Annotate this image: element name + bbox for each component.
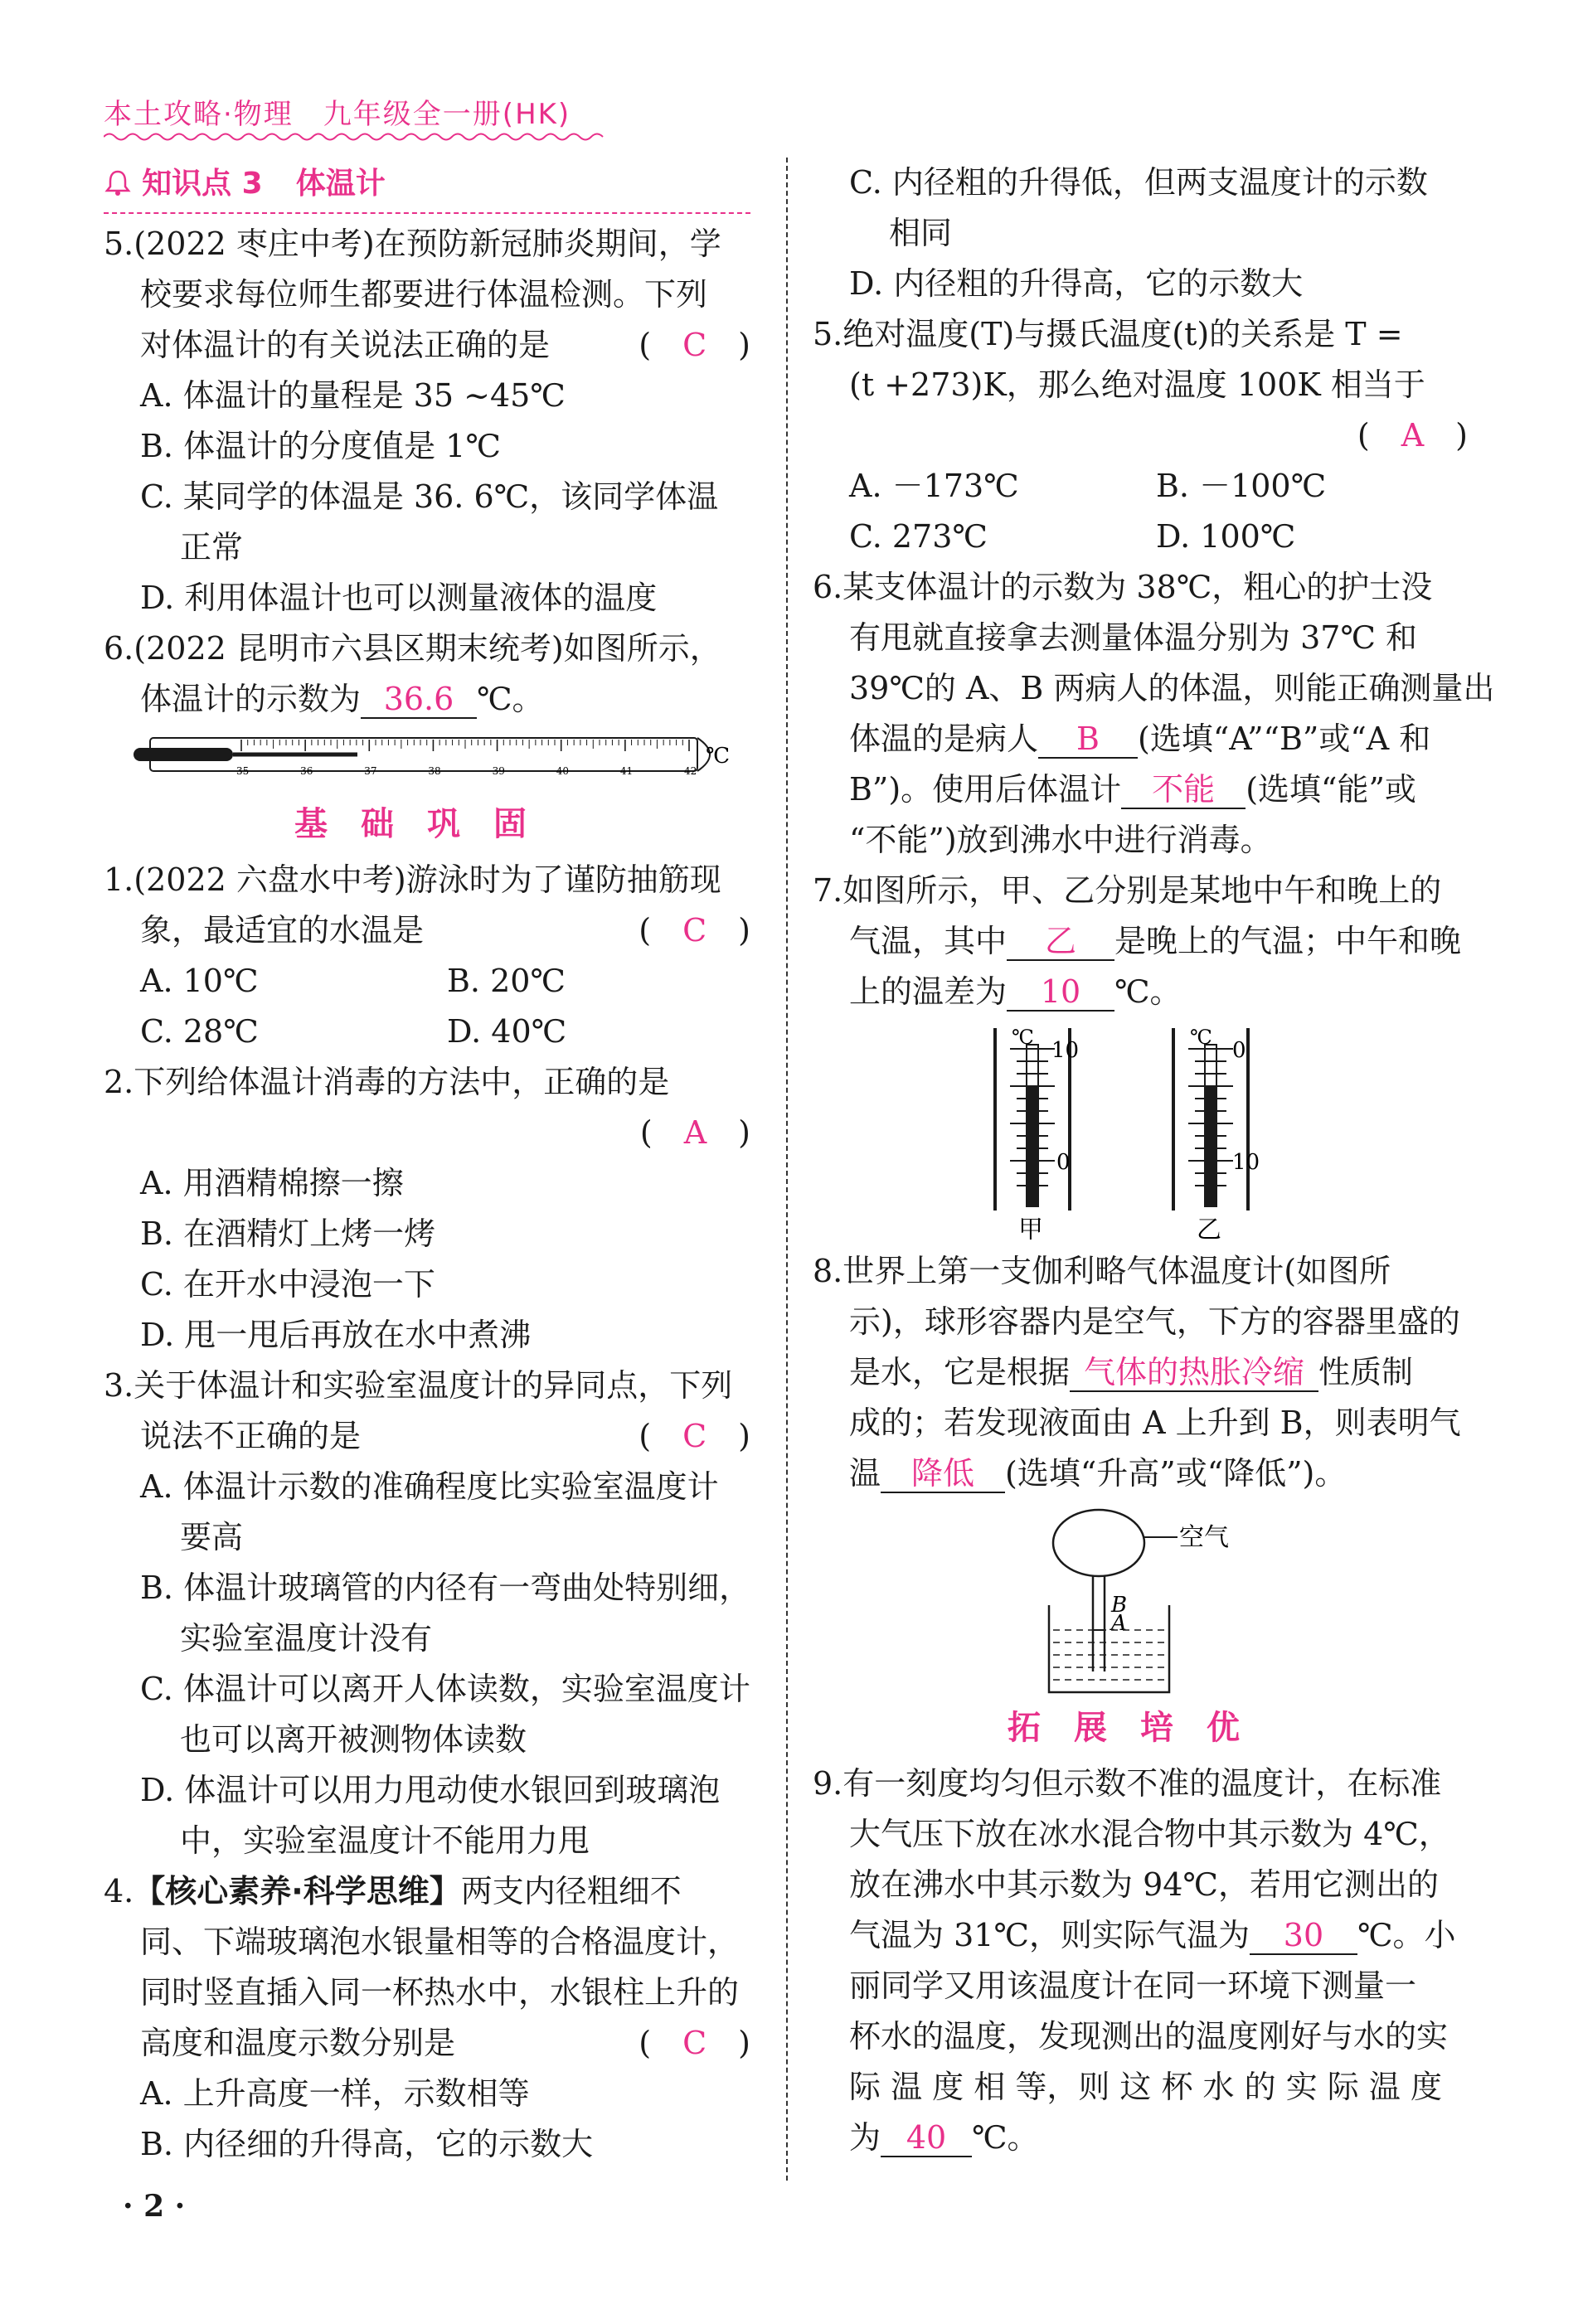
question-basic-3 xyxy=(104,1361,750,1866)
option: A. 体温计示数的准确程度比实验室温度计 xyxy=(140,1468,719,1505)
question-text: 有甩就直接拿去测量体温分别为 37℃ 和 xyxy=(849,619,1418,656)
question-number: 9. xyxy=(813,1765,843,1802)
question-basic-5 xyxy=(813,309,1468,562)
page-number: · 2 · xyxy=(123,2189,186,2224)
question-text: 象，最适宜的水温是 xyxy=(140,912,425,949)
question-text: ℃。 xyxy=(972,2119,1039,2156)
question-number: 3. xyxy=(104,1367,134,1404)
scale-label: 35 xyxy=(236,765,250,777)
question-text: 为 xyxy=(849,2119,881,2156)
question-number: 8. xyxy=(813,1253,843,1289)
question-text: 体温的是病人 xyxy=(849,720,1039,757)
question-text: ℃。 xyxy=(1114,973,1182,1010)
scale-label: 0 xyxy=(1232,1038,1246,1063)
question-text: 说法不正确的是 xyxy=(140,1418,362,1454)
question-extend-9 xyxy=(813,1759,1468,2163)
answer-bracket: ( C ) xyxy=(639,1418,750,1454)
question-text: (选填“A”“B”或“A 和 xyxy=(1138,720,1431,757)
option: D. 100℃ xyxy=(1156,518,1296,555)
question-text: (2022 六盘水中考)游泳时为了谨防抽筋现 xyxy=(134,861,721,898)
question-text: 是水，它是根据 xyxy=(849,1354,1071,1390)
answer-bracket: ( A ) xyxy=(639,1114,750,1151)
column-divider xyxy=(786,158,788,2181)
question-text: (选填“能”或 xyxy=(1246,771,1416,808)
section-extend-heading xyxy=(813,1703,1468,1754)
question-text: 对体温计的有关说法正确的是 xyxy=(140,327,551,363)
thermometer-unit: ℃ xyxy=(1190,1026,1212,1049)
literacy-tag: 【核心素养·科学思维】 xyxy=(134,1873,461,1909)
question-text: 气温为 31℃，则实际气温为 xyxy=(849,1917,1250,1953)
question-number: 6. xyxy=(813,569,843,605)
answer-bracket: ( C ) xyxy=(639,2025,750,2061)
question-text: 校要求每位师生都要进行体温检测。下列 xyxy=(140,276,708,313)
option: A. 上升高度一样，示数相等 xyxy=(140,2075,530,2112)
question-text: 性质制 xyxy=(1318,1354,1414,1390)
question-basic-7 xyxy=(813,866,1468,1240)
galileo-thermometer-figure xyxy=(813,1506,1468,1696)
option: A. 体温计的量程是 35 ~45℃ xyxy=(140,377,566,414)
knowledge-point-title: 体温计 xyxy=(295,167,386,201)
galileo-thermometer xyxy=(1045,1506,1260,1696)
left-column xyxy=(104,158,750,2170)
clinical-thermometer-figure xyxy=(104,731,750,793)
scale-label: 38 xyxy=(428,765,441,777)
option: A. 用酒精棉擦一擦 xyxy=(140,1165,404,1201)
question-text: 如图所示，甲、乙分别是某地中午和晚上的 xyxy=(842,872,1442,909)
question-text: 大气压下放在冰水混合物中其示数为 4℃， xyxy=(849,1816,1450,1852)
thermometer-unit: ℃ xyxy=(706,744,731,769)
scale-label: 36 xyxy=(300,765,313,777)
section-title: 拓展培优 xyxy=(1008,1709,1273,1747)
question-basic-1 xyxy=(104,855,750,1057)
option-continued: 正常 xyxy=(180,529,244,565)
question-basic-4 xyxy=(104,1866,750,2170)
answer-blank: 40 xyxy=(881,2119,972,2157)
option: C. 在开水中浸泡一下 xyxy=(140,1266,435,1303)
question-text: B”)。使用后体温计 xyxy=(849,771,1122,808)
scale-label: 0 xyxy=(1056,1150,1071,1175)
answer-bracket: ( C ) xyxy=(639,327,750,363)
thermometer-unit: ℃ xyxy=(1012,1026,1034,1049)
option: D. 甩一甩后再放在水中煮沸 xyxy=(140,1317,532,1353)
question-text: 39℃的 A、B 两病人的体温，则能正确测量出 xyxy=(849,670,1495,706)
clinical-thermometer xyxy=(134,731,739,778)
header-wave-decoration xyxy=(104,131,605,143)
question-kp-6 xyxy=(104,623,750,793)
question-text: (2022 昆明市六县区期末统考)如图所示， xyxy=(134,630,721,667)
question-text: 有一刻度均匀但示数不准的温度计，在标准 xyxy=(842,1765,1442,1802)
answer-blank: 不能 xyxy=(1121,771,1246,809)
option: B. 20℃ xyxy=(447,963,566,999)
option: B. 体温计的分度值是 1℃ xyxy=(140,428,501,464)
question-text: 下列给体温计消毒的方法中，正确的是 xyxy=(134,1064,670,1100)
answer-bracket: ( A ) xyxy=(1357,417,1468,454)
option-continued: 要高 xyxy=(180,1519,244,1555)
question-text: 温 xyxy=(849,1455,881,1492)
question-text: 气温，其中 xyxy=(849,923,1008,959)
answer-blank: 30 xyxy=(1250,1917,1357,1955)
question-text: 关于体温计和实验室温度计的异同点，下列 xyxy=(134,1367,733,1404)
question-text: 绝对温度(T)与摄氏温度(t)的关系是 T = xyxy=(842,316,1403,352)
label-air: 空气 xyxy=(1179,1523,1229,1552)
answer-choice: C xyxy=(682,912,707,949)
scale-label: 10 xyxy=(1051,1038,1080,1063)
label-a: A xyxy=(1111,1611,1127,1636)
option: B. 在酒精灯上烤一烤 xyxy=(140,1215,436,1252)
question-text: 同、下端玻璃泡水银量相等的合格温度计， xyxy=(140,1924,740,1960)
question-text: 是晚上的气温；中午和晚 xyxy=(1114,923,1462,959)
option-continued: 相同 xyxy=(889,215,953,251)
question-text: ℃。小 xyxy=(1357,1917,1456,1953)
answer-choice: C xyxy=(682,1418,707,1454)
question-basic-6 xyxy=(813,562,1495,866)
question-text: (选填“升高”或“降低”)。 xyxy=(1005,1455,1347,1492)
knowledge-point-marker: 知识点 3 xyxy=(142,167,263,201)
option-continued: 实验室温度计没有 xyxy=(180,1620,433,1657)
question-number: 4. xyxy=(104,1873,134,1909)
scale-label: 37 xyxy=(364,765,377,777)
figure-caption-yi: 乙 xyxy=(1197,1215,1221,1240)
option: A. 10℃ xyxy=(140,963,259,999)
question-kp-5 xyxy=(104,219,750,623)
question-text: (t +273)K，那么绝对温度 100K 相当于 xyxy=(849,366,1425,403)
question-text: 高度和温度示数分别是 xyxy=(140,2025,456,2061)
question-text: 成的；若发现液面由 A 上升到 B，则表明气 xyxy=(849,1405,1461,1441)
option: A. －173℃ xyxy=(849,468,1019,504)
answer-bracket: ( C ) xyxy=(639,912,750,949)
option: B. 内径细的升得高，它的示数大 xyxy=(140,2126,594,2162)
question-number: 1. xyxy=(104,861,134,898)
option-continued: 也可以离开被测物体读数 xyxy=(180,1721,527,1758)
answer-choice: A xyxy=(1401,417,1425,454)
scale-label: 10 xyxy=(1232,1150,1260,1175)
question-basic-8 xyxy=(813,1246,1468,1696)
option: B. 体温计玻璃管的内径有一弯曲处特别细， xyxy=(140,1570,751,1606)
question-text: 丽同学又用该温度计在同一环境下测量一 xyxy=(849,1967,1417,2004)
scale-label: 40 xyxy=(556,765,569,777)
question-text: 际 温 度 相 等，则 这 杯 水 的 实 际 温 度 xyxy=(849,2069,1442,2105)
knowledge-point-heading xyxy=(104,158,750,214)
option: D. 利用体温计也可以测量液体的温度 xyxy=(140,580,658,616)
option: B. －100℃ xyxy=(1156,468,1327,504)
question-number: 2. xyxy=(104,1064,134,1100)
label-b: B xyxy=(1111,1593,1128,1618)
question-number: 5. xyxy=(104,226,134,262)
option: C. 273℃ xyxy=(849,518,988,555)
question-text: “不能”)放到沸水中进行消毒。 xyxy=(849,822,1272,858)
question-text: 示)，球形容器内是空气，下方的容器里盛的 xyxy=(849,1303,1460,1340)
option: C. 内径粗的升得低，但两支温度计的示数 xyxy=(849,164,1428,201)
question-text: ℃。 xyxy=(477,681,544,717)
scale-label: 42 xyxy=(684,765,697,777)
question-number: 5. xyxy=(813,316,843,352)
section-basic-heading xyxy=(104,799,750,850)
option: C. 体温计可以离开人体读数，实验室温度计 xyxy=(140,1671,750,1707)
question-text: 世界上第一支伽利略气体温度计(如图所 xyxy=(842,1253,1391,1289)
question-number: 6. xyxy=(104,630,134,667)
question-text: 某支体温计的示数为 38℃，粗心的护士没 xyxy=(842,569,1433,605)
option: C. 某同学的体温是 36. 6℃，该同学体温 xyxy=(140,478,719,515)
answer-blank: 气体的热胀冷缩 xyxy=(1070,1354,1318,1392)
answer-choice: C xyxy=(682,2025,707,2061)
question-text: (2022 枣庄中考)在预防新冠肺炎期间，学 xyxy=(134,226,721,262)
answer-choice: A xyxy=(683,1114,707,1151)
answer-blank: 10 xyxy=(1007,973,1114,1012)
answer-blank: 乙 xyxy=(1007,923,1114,961)
question-text: 放在沸水中其示数为 94℃，若用它测出的 xyxy=(849,1866,1439,1903)
bell-icon xyxy=(104,168,132,196)
question-text: 同时竖直插入同一杯热水中，水银柱上升的 xyxy=(140,1974,740,2011)
scale-label: 39 xyxy=(492,765,505,777)
question-text: 杯水的温度，发现测出的温度刚好与水的实 xyxy=(849,2018,1449,2055)
scale-label: 41 xyxy=(619,765,634,777)
running-header: 本土攻略·物理 九年级全一册(HK) xyxy=(104,98,571,131)
answer-blank: B xyxy=(1038,720,1138,759)
answer-blank: 36.6 xyxy=(361,681,477,719)
question-text: 两支内径粗细不 xyxy=(460,1873,682,1909)
answer-blank: 降低 xyxy=(881,1455,1005,1493)
question-basic-2 xyxy=(104,1057,750,1361)
right-column xyxy=(813,158,1495,2163)
option-continued: 中，实验室温度计不能用力甩 xyxy=(180,1822,590,1859)
figure-caption-jia: 甲 xyxy=(1018,1215,1043,1240)
two-thermometers xyxy=(987,1024,1318,1240)
section-title: 基础巩固 xyxy=(294,805,560,843)
option: D. 体温计可以用力甩动使水银回到玻璃泡 xyxy=(140,1772,721,1808)
question-text: 上的温差为 xyxy=(849,973,1008,1010)
option: D. 40℃ xyxy=(447,1013,567,1050)
question-text: 体温计的示数为 xyxy=(140,681,362,717)
air-temperature-figure xyxy=(813,1024,1468,1240)
option: D. 内径粗的升得高，它的示数大 xyxy=(849,265,1304,302)
question-number: 7. xyxy=(813,872,843,909)
option: C. 28℃ xyxy=(140,1013,259,1050)
answer-choice: C xyxy=(682,327,707,363)
